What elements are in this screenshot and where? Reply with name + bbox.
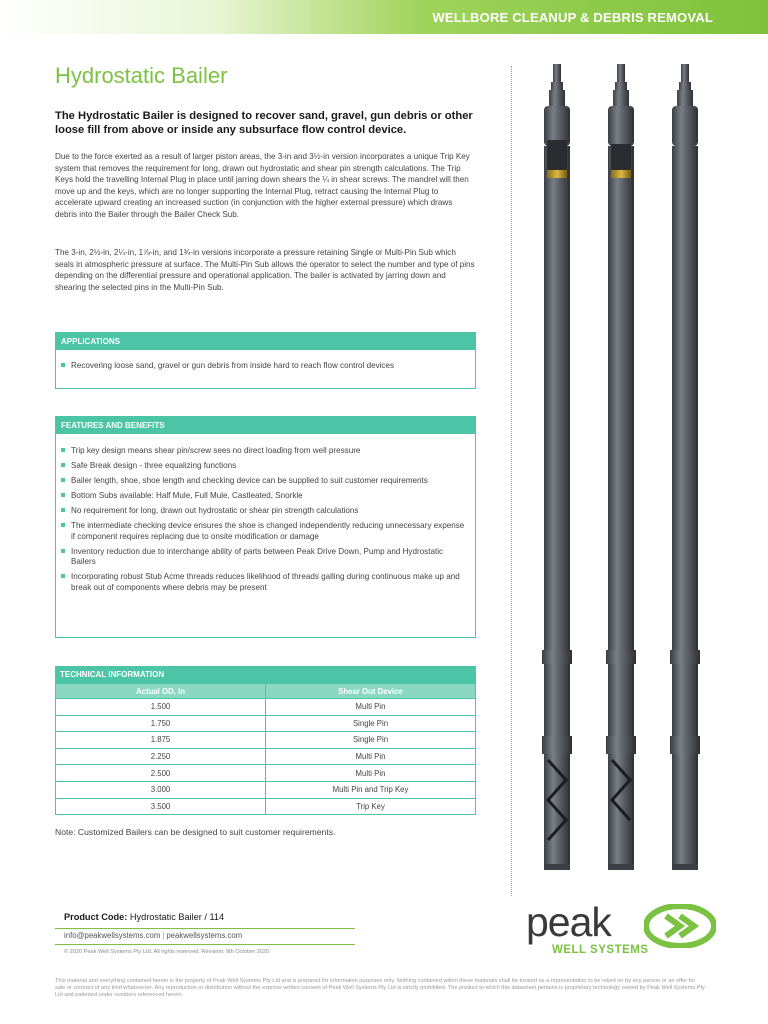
od-cell: 2.500 [56,765,266,782]
shear-device-cell: Multi Pin [266,699,476,716]
shear-device-cell: Single Pin [266,715,476,732]
bailer-tool-cutaway-left [542,64,572,870]
shear-device-cell: Multi Pin [266,748,476,765]
column-header-od: Actual OD, in [56,684,266,699]
footer-divider-bottom [55,944,355,945]
logo-wordmark: peak [526,899,611,945]
contact-line [64,931,242,940]
product-code [64,912,224,922]
od-cell: 3.000 [56,781,266,798]
features-item: Incorporating robust Stub Acme threads reduces likelihood of threads galling during continuous make up and break out of components where debris may be present [61,572,469,593]
technical-heading: TECHNICAL INFORMATION [55,666,476,683]
column-header-shear-device: Shear Out Device [266,684,476,699]
features-list [56,446,475,593]
logo-arrow-icon [644,904,716,948]
bailer-tool-illustrations [520,40,768,900]
features-item: Safe Break design - three equalizing functions [61,461,469,472]
page-title: Hydrostatic Bailer [55,63,228,88]
table-row [56,781,476,798]
table-header-row [56,684,476,699]
features-item: Trip key design means shear pin/screw sees no direct loading from well pressure [61,446,469,457]
shear-device-cell: Multi Pin and Trip Key [266,781,476,798]
bailer-tool-cutaway-middle [606,64,636,870]
features-item: Bottom Subs available: Half Mule, Full Mule, Castleated, Snorkle [61,491,469,502]
customization-note: Note: Customized Bailers can be designed to suit customer requirements. [55,827,336,837]
body-paragraph-1: Due to the force exerted as a result of larger piston areas, the 3-in and 3½-in version incorporates a unique Trip Key system that removes the requirement for long, drawn out hydrostatic and shear pin strength calculations. The Trip Keys hold the travelling Internal Plug in place until jarring down shears the ¼ in shear screws. The mandrel will then move up and the keys, which are no longer supporting the Internal Plug, retract causing the Internal Plug to accelerate upward creating an increased suction (in conjunction with the higher external pressure) which draws debris into the Bailer through the Bailer Check Sub. [55,152,470,219]
copyright-text: © 2020 Peak Well Systems Pty Ltd. All rights reserved. Revision: 9th October 2020 [64,949,270,955]
body-paragraph-2: The 3-in, 2½-in, 2¼-in, 1⅞-in, and 1¾-in versions incorporate a pressure retaining Single or Multi-Pin Sub which seals in atmospheric pressure at surface. The Multi-Pin Sub allows the operator to select the number and type of pins depending on the differential pressure and operational application. The bailer is activated by jarring down and shearing the selected pins in the Multi-Pin Sub. [55,248,475,292]
logo-subtitle: WELL SYSTEMS [552,944,649,956]
technical-section [55,666,476,815]
technical-table [55,683,476,815]
table-row [56,765,476,782]
od-cell: 2.250 [56,748,266,765]
peak-logo [526,900,716,960]
disclaimer-text: This material and everything contained herein is the property of Peak Well Systems Pty Ltd and is prepared for information purposes only. Nothing contained within these materials shall be treated as a representation to be relied on by any person or an offer for sale or contract of any kind whatsoever. Any reproduction or distribution without the express written consent of Peak Well Systems Pty Ltd is strictly prohibited. The product to which this datasheet pertains is proprietary technology owned by Peak Well Systems Pty Ltd and patented under numbers referenced herein. [55,978,705,999]
table-row [56,798,476,815]
shear-device-cell: Single Pin [266,732,476,749]
contact-separator: | [162,931,165,940]
lead-paragraph: The Hydrostatic Bailer is designed to recover sand, gravel, gun debris or other loose fill from above or inside any subsurface flow control device. [55,110,473,136]
bailer-tool-solid-right [670,64,700,870]
od-cell: 1.500 [56,699,266,716]
category-banner-text: WELLBORE CLEANUP & DEBRIS REMOVAL [432,10,713,25]
features-heading: FEATURES AND BENEFITS [56,417,475,434]
applications-list [56,361,475,372]
applications-heading: APPLICATIONS [56,333,475,350]
od-cell: 1.875 [56,732,266,749]
features-item: Bailer length, shoe, shoe length and checking device can be supplied to suit customer requirements [61,476,469,487]
features-item: Inventory reduction due to interchange ability of parts between Peak Drive Down, Pump and Hydrostatic Bailers [61,547,469,568]
features-section [55,416,476,638]
features-item: The intermediate checking device ensures the shoe is changed independently reducing unnecessary expense if component requires replacing due to onsite modification or damage [61,521,469,542]
features-item: No requirement for long, drawn out hydrostatic or shear pin strength calculations [61,506,469,517]
shear-device-cell: Multi Pin [266,765,476,782]
column-divider [511,66,512,896]
table-row [56,732,476,749]
applications-item: Recovering loose sand, gravel or gun debris from inside hard to reach flow control devices [61,361,469,372]
od-cell: 3.500 [56,798,266,815]
table-row [56,699,476,716]
shear-device-cell: Trip Key [266,798,476,815]
footer-divider-top [55,928,355,929]
website-link[interactable]: peakwellsystems.com [166,931,243,940]
email-link[interactable]: info@peakwellsystems.com [64,931,161,940]
product-code-value: Hydrostatic Bailer / 114 [129,912,225,922]
applications-section [55,332,476,389]
table-row [56,715,476,732]
od-cell: 1.750 [56,715,266,732]
product-code-label: Product Code: [64,912,128,922]
table-row [56,748,476,765]
top-banner [0,0,768,34]
